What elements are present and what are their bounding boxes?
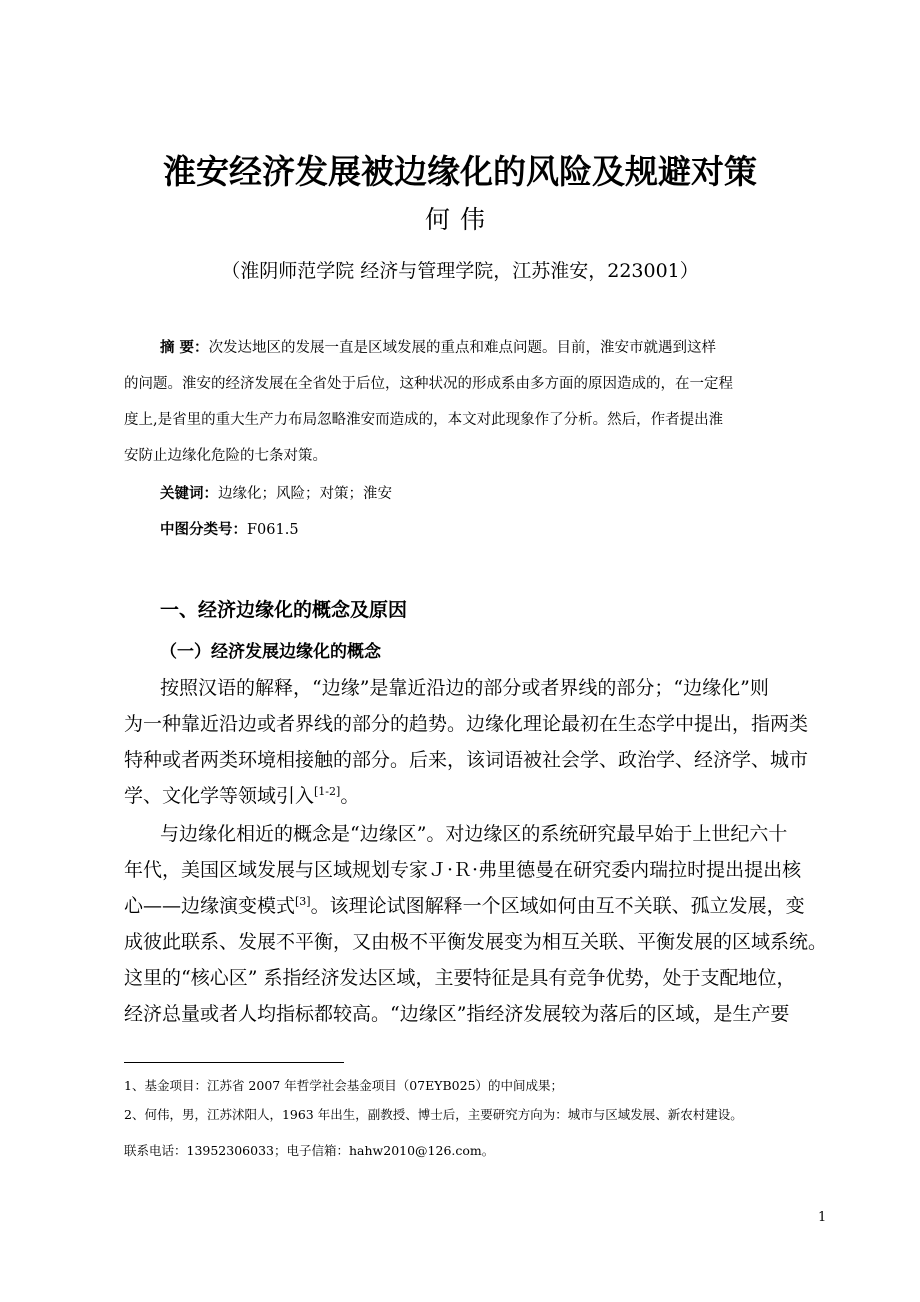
abstract-label: 摘 要： (160, 339, 209, 356)
section-heading: 一、经济边缘化的概念及原因 (160, 599, 408, 621)
paper-title: 淮安经济发展被边缘化的风险及规避对策 (163, 152, 757, 191)
abstract-line-2: 的问题。淮安的经济发展在全省处于后位，这种状况的形成系由多方面的原因造成的，在一定程 (124, 376, 733, 392)
paragraph-text: 。该理论试图解释一个区域如何由互不关联、孤立发展，变 (310, 895, 805, 917)
citation-ref: [1-2] (314, 785, 341, 798)
paragraph-line (124, 781, 359, 808)
abstract-line-3: 度上,是省里的重大生产力布局忽略淮安而造成的，本文对此现象作了分析。然后，作者提出淮 (124, 412, 724, 428)
abstract-line-1 (124, 336, 796, 357)
paragraph-line (124, 891, 805, 918)
paragraph-text: 。 (340, 785, 360, 807)
paragraph-line: 年代，美国区域发展与区域规划专家Ｊ·Ｒ·弗里德曼在研究委内瑞拉时提出提出核 (124, 859, 802, 881)
classification-value: F061.5 (247, 522, 299, 538)
abstract-line-4: 安防止边缘化危险的七条对策。 (124, 448, 327, 464)
paragraph-line: 成彼此联系、发展不平衡，又由极不平衡发展变为相互关联、平衡发展的区域系统。 (124, 931, 828, 953)
paragraph-line: 按照汉语的解释，“边缘”是靠近沿边的部分或者界线的部分；“边缘化”则 (160, 677, 769, 699)
footnote-2: 2、何伟，男，江苏沭阳人，1963 年出生，副教授、博士后，主要研究方向为：城市与区域发展、新农村建设。 (124, 1107, 743, 1122)
abstract-text: 次发达地区的发展一直是区域发展的重点和难点问题。目前，淮安市就遇到这样 (208, 340, 717, 356)
paragraph-line: 这里的“核心区” 系指经济发达区域，主要特征是具有竞争优势，处于支配地位， (124, 967, 796, 989)
paragraph-line: 与边缘化相近的概念是“边缘区”。对边缘区的系统研究最早始于上世纪六十 (160, 823, 788, 845)
classification-line (160, 518, 299, 539)
page-number: 1 (818, 1210, 827, 1225)
footnote-separator (124, 1062, 344, 1063)
paragraph-line: 经济总量或者人均指标都较高。“边缘区”指经济发展较为落后的区域，是生产要 (124, 1003, 790, 1025)
paragraph-text: 学、文化学等领域引入 (124, 785, 315, 807)
author-name: 何伟 (424, 205, 495, 234)
paragraph-line: 为一种靠近沿边或者界线的部分的趋势。边缘化理论最初在生态学中提出，指两类 (124, 713, 809, 735)
classification-label: 中图分类号： (160, 521, 247, 538)
keywords-line (160, 482, 392, 503)
keywords-value: 边缘化；风险；对策；淮安 (218, 486, 392, 502)
paragraph-line: 特种或者两类环境相接触的部分。后来，该词语被社会学、政治学、经济学、城市 (124, 749, 809, 771)
footnote-1: 1、基金项目：江苏省 2007 年哲学社会基金项目（07EYB025）的中间成果； (124, 1078, 564, 1093)
keywords-label: 关键词： (160, 485, 218, 502)
affiliation: （淮阴师范学院 经济与管理学院，江苏淮安，223001） (221, 260, 699, 282)
footnote-contact: 联系电话：13952306033；电子信箱：hahw2010@126.com。 (124, 1143, 495, 1158)
paragraph-text: 心——边缘演变模式 (124, 895, 296, 917)
subsection-heading: （一）经济发展边缘化的概念 (160, 642, 381, 662)
citation-ref: [3] (295, 895, 311, 908)
